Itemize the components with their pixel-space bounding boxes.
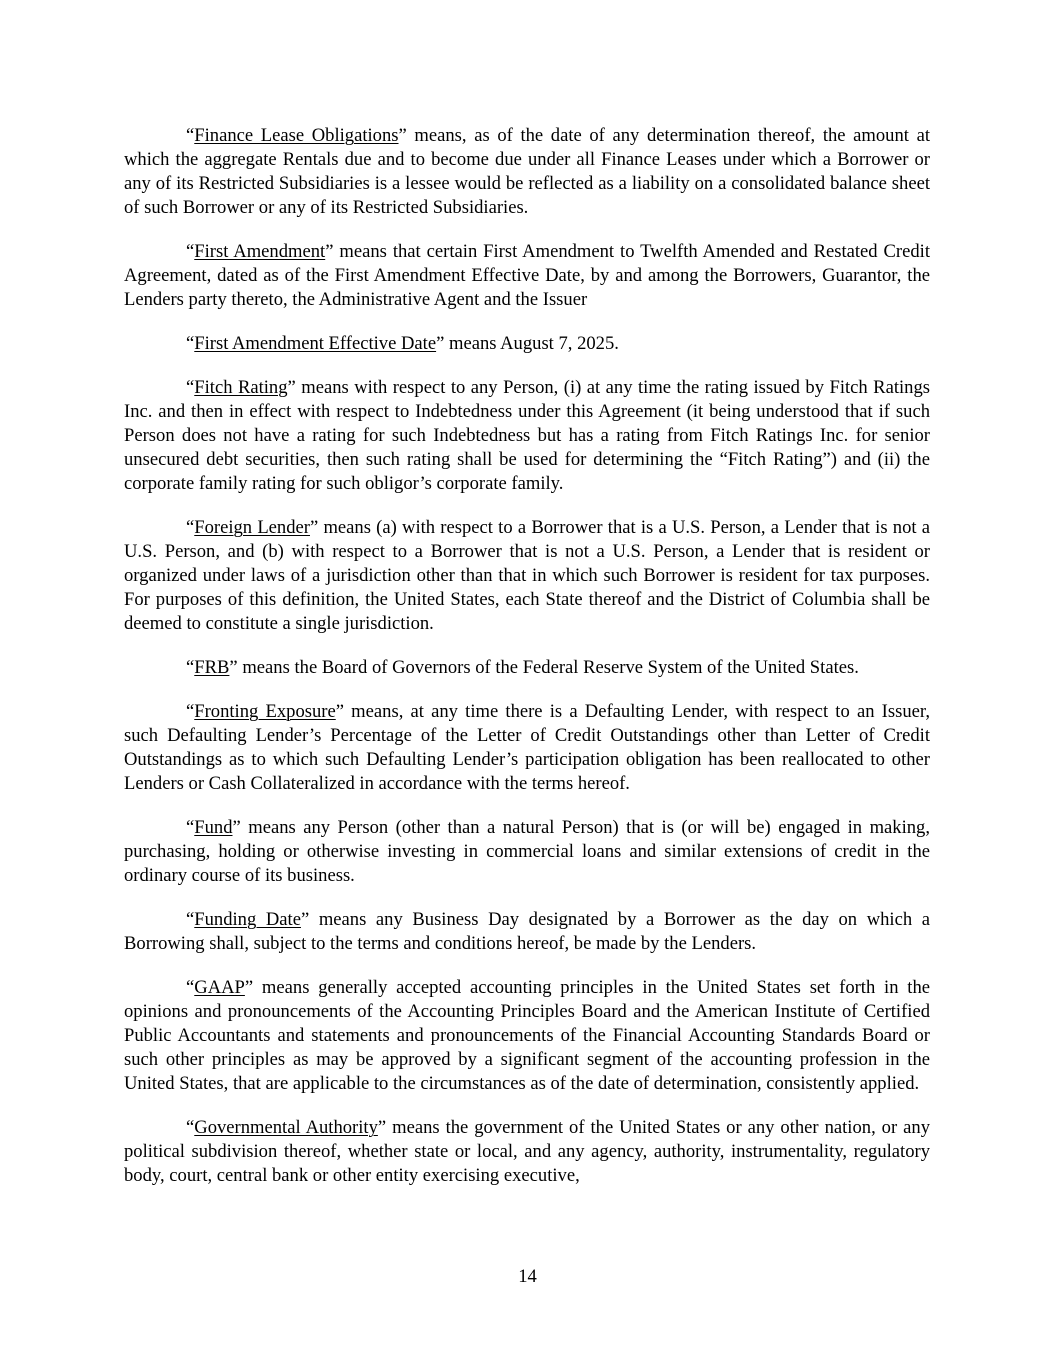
definition-paragraph: “First Amendment” means that certain First Amendment to Twelfth Amended and Restated Credit Agreement, dated as of the First Amendment Effective Date, by and among the Borrowers, Guarantor, the Lenders party thereto, the Administrative Agent and the Issuer: [124, 241, 930, 310]
defined-term: Fitch Rating: [194, 377, 288, 398]
definition-paragraph: “Fund” means any Person (other than a natural Person) that is (or will be) engaged in making, purchasing, holding or otherwise investing in commercial loans and similar extensions of credit in the ordinary course of its business.: [124, 817, 930, 886]
definition-paragraph: “Fitch Rating” means with respect to any Person, (i) at any time the rating issued by Fitch Ratings Inc. and then in effect with respect to Indebtedness under this Agreement (it being understood that if such Person does not have a rating for such Indebtedness but has a rating from Fitch Ratings Inc. for senior unsecured debt securities, then such rating shall be used for determining the “Fitch Rating”) and (ii) the corporate family rating for such obligor’s corporate family.: [124, 377, 930, 494]
definition-paragraph: “FRB” means the Board of Governors of the Federal Reserve System of the United States.: [186, 657, 859, 678]
document-page: [124, 124, 930, 1208]
definition-text: means with respect to any Person, (i) at any time the rating issued by Fitch Ratings Inc. and then in effect with respect to Indebtedness under this Agreement (it being understood that if such Person does not have a rating for such Indebtedness but has a rating from Fitch Ratings Inc. for senior unsecured debt securities, then such rating shall be used for determining the “Fitch Rating”) and (ii) the corporate family rating for such obligor’s corporate family.: [124, 377, 930, 494]
definition-text: means, at any time there is a Defaulting Lender, with respect to an Issuer, such Defaulting Lender’s Percentage of the Letter of Credit Outstandings other than Letter of Credit Outstandings as to which such Defaulting Lender’s participation obligation has been reallocated to other Lenders or Cash Collateralized in accordance with the terms hereof.: [124, 701, 930, 794]
definition-paragraph: “Governmental Authority” means the government of the United States or any other nation, or any political subdivision thereof, whether state or local, and any agency, authority, instrumentality, regulatory body, court, central bank or other entity exercising executive,: [124, 1117, 930, 1186]
definition-text: means the government of the United States or any other nation, or any political subdivision thereof, whether state or local, and any agency, authority, instrumentality, regulatory body, court, central bank or other entity exercising executive,: [124, 1117, 930, 1186]
defined-term: Funding Date: [194, 909, 301, 930]
defined-term: GAAP: [194, 977, 245, 998]
definition-text: means the Board of Governors of the Federal Reserve System of the United States.: [237, 657, 859, 678]
definition-text: means (a) with respect to a Borrower that is a U.S. Person, a Lender that is not a U.S. Person, and (b) with respect to a Borrower that is not a U.S. Person, a Lender that is resident or organized under laws of a jurisdiction other than that in which such Borrower is resident for tax purposes. For purposes of this definition, the United States, each State thereof and the District of Columbia shall be deemed to constitute a single jurisdiction.: [124, 517, 931, 634]
definition-paragraph: “Funding Date” means any Business Day designated by a Borrower as the day on which a Borrowing shall, subject to the terms and conditions hereof, be made by the Lenders.: [124, 909, 930, 954]
defined-term: Finance Lease Obligations: [194, 125, 399, 146]
page-number: 14: [518, 1266, 537, 1287]
definition-text: means that certain First Amendment to Twelfth Amended and Restated Credit Agreement, dated as of the First Amendment Effective Date, by and among the Borrowers, Guarantor, the Lenders party thereto, the Administrative Agent and the Issuer: [124, 241, 930, 310]
definition-paragraph: “GAAP” means generally accepted accounting principles in the United States set forth in the opinions and pronouncements of the Accounting Principles Board and the American Institute of Certified Public Accountants and statements and pronouncements of the Financial Accounting Standards Board or such other principles as may be approved by a significant segment of the accounting profession in the United States, that are applicable to the circumstances as of the date of determination, consistently applied.: [124, 977, 930, 1094]
definition-paragraph: “First Amendment Effective Date” means August 7, 2025.: [186, 333, 619, 354]
defined-term: Governmental Authority: [194, 1117, 378, 1138]
definition-text: means any Business Day designated by a Borrower as the day on which a Borrowing shall, subject to the terms and conditions hereof, be made by the Lenders.: [124, 909, 930, 954]
defined-term: Fronting Exposure: [194, 701, 336, 722]
definition-paragraph: “Fronting Exposure” means, at any time there is a Defaulting Lender, with respect to an Issuer, such Defaulting Lender’s Percentage of the Letter of Credit Outstandings other than Letter of Credit Outstandings as to which such Defaulting Lender’s participation obligation has been reallocated to other Lenders or Cash Collateralized in accordance with the terms hereof.: [124, 701, 930, 794]
definition-text: means any Person (other than a natural Person) that is (or will be) engaged in making, purchasing, holding or otherwise investing in commercial loans and similar extensions of credit in the ordinary course of its business.: [124, 817, 930, 886]
defined-term: FRB: [194, 657, 230, 678]
definition-text: means August 7, 2025.: [444, 333, 619, 354]
definition-paragraph: “Foreign Lender” means (a) with respect to a Borrower that is a U.S. Person, a Lender that is not a U.S. Person, and (b) with respect to a Borrower that is not a U.S. Person, a Lender that is resident or organized under laws of a jurisdiction other than that in which such Borrower is resident for tax purposes. For purposes of this definition, the United States, each State thereof and the District of Columbia shall be deemed to constitute a single jurisdiction.: [124, 517, 931, 634]
definition-text: means, as of the date of any determination thereof, the amount at which the aggregate Rentals due and to become due under all Finance Leases under which a Borrower or any of its Restricted Subsidiaries is a lessee would be reflected as a liability on a consolidated balance sheet of such Borrower or any of its Restricted Subsidiaries.: [124, 125, 930, 218]
defined-term: Fund: [194, 817, 233, 838]
definition-paragraph: “Finance Lease Obligations” means, as of the date of any determination thereof, the amount at which the aggregate Rentals due and to become due under all Finance Leases under which a Borrower or any of its Restricted Subsidiaries is a lessee would be reflected as a liability on a consolidated balance sheet of such Borrower or any of its Restricted Subsidiaries.: [124, 125, 930, 218]
defined-term: First Amendment Effective Date: [194, 333, 437, 354]
defined-term: Foreign Lender: [194, 517, 310, 538]
defined-term: First Amendment: [194, 241, 326, 262]
definition-text: means generally accepted accounting principles in the United States set forth in the opinions and pronouncements of the Accounting Principles Board and the American Institute of Certified Public Accountants and statements and pronouncements of the Financial Accounting Standards Board or such other principles as may be approved by a significant segment of the accounting profession in the United States, that are applicable to the circumstances as of the date of determination, consistently applied.: [124, 977, 930, 1094]
